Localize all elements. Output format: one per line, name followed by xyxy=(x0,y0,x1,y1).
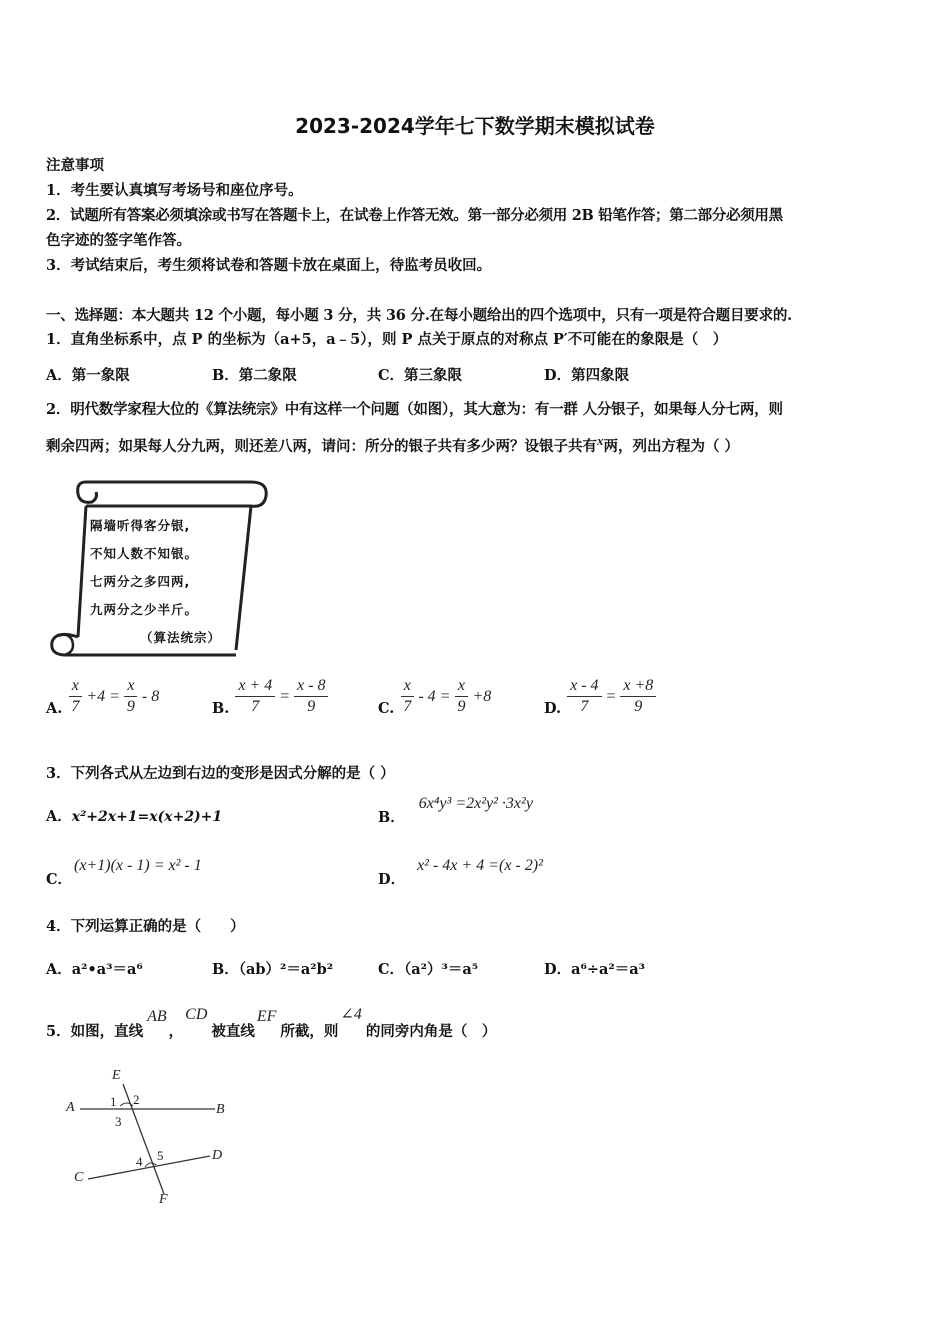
q1-option-c[interactable]: C．第三象限 xyxy=(378,367,463,384)
angle-label-3: 3 xyxy=(115,1114,122,1129)
q2-stem-line-2 xyxy=(46,435,739,456)
notice-item-3: 3．考试结束后，考生须将试卷和答题卡放在桌面上，待监考员收回。 xyxy=(46,257,492,274)
q4-stem: 4．下列运算正确的是（ ） xyxy=(46,918,245,935)
label-f: F xyxy=(159,1192,168,1207)
fraction: $\frac{x}{9}$ xyxy=(454,677,468,716)
fraction: $\frac{x +8}{9}$ xyxy=(620,677,656,716)
notice-heading: 注意事项 xyxy=(46,157,104,174)
q3-option-b-label: B． xyxy=(378,809,405,826)
q2-option-b[interactable]: B. $\frac{x + 4}{7}$ = $\frac{x - 8}{9}$ xyxy=(212,676,332,717)
q2-option-b-label: B. xyxy=(212,700,230,717)
q1-stem: 1．直角坐标系中，点 P 的坐标为（a+5，a﹣5），则 P 点关于原点的对称点 P′不可能在的象限是（ ） xyxy=(46,331,728,348)
q2-option-c[interactable]: C. $\frac{x}{7}$ - 4 = $\frac{x}{9}$ +8 xyxy=(378,677,492,717)
q4-option-b[interactable]: B．（ab）²＝a²b² xyxy=(212,961,334,978)
scroll-text xyxy=(90,512,221,652)
q3-option-a[interactable] xyxy=(46,805,222,826)
q2-stem-line-1: 2．明代数学家程大位的《算法统宗》中有这样一个问题（如图），其大意为：有一群 人分银子，如果每人分七两，则 xyxy=(46,401,783,418)
scroll-line: 七两分之多四两, xyxy=(90,574,191,589)
q2-option-c-label: C. xyxy=(378,700,395,717)
q2-option-a[interactable]: A. $\frac{x}{7}$ +4 = $\frac{x}{9}$ - 8 xyxy=(46,677,160,717)
scroll-line: （算法统宗） xyxy=(140,630,222,645)
q5-figure xyxy=(60,1066,240,1216)
page-title: 2023-2024学年七下数学期末模拟试卷 xyxy=(295,114,655,138)
q3-option-d[interactable] xyxy=(378,857,543,888)
q3-option-a-label: A． xyxy=(46,808,72,825)
fraction: $\frac{x - 8}{9}$ xyxy=(294,677,328,716)
q3-option-c-label: C． xyxy=(46,871,73,888)
q3-option-d-expr: x² - 4x + 4 =(x - 2)² xyxy=(417,857,543,874)
q2-option-d[interactable]: D. $\frac{x - 4}{7}$ = $\frac{x +8}{9}$ xyxy=(544,676,660,717)
line-ab: AB xyxy=(147,1008,167,1025)
notice-item-2: 2．试题所有答案必须填涂或书写在答题卡上，在试卷上作答无效。第一部分必须用 2B 铅笔作答；第二部分必须用黑 xyxy=(46,207,783,224)
angle-label-2: 2 xyxy=(133,1092,140,1107)
fraction: $\frac{x - 4}{7}$ xyxy=(567,677,601,716)
line-ef: EF xyxy=(256,1008,277,1025)
q2-option-d-label: D. xyxy=(544,700,562,717)
q3-option-b-expr: 6x⁴y³ =2x²y² ·3x²y xyxy=(418,795,533,812)
fraction: $\frac{x}{9}$ xyxy=(124,677,138,716)
fraction: $\frac{x}{7}$ xyxy=(400,677,414,716)
fraction: $\frac{x}{7}$ xyxy=(68,677,82,716)
q2-stem-part-a: 剩余四两；如果每人分九两，则还差八两，请问：所分的银子共有多少两？设银子共有 xyxy=(46,438,597,455)
q4-option-a[interactable]: A．a²•a³＝a⁶ xyxy=(46,961,143,978)
label-d: D xyxy=(212,1148,223,1163)
angle-4: ∠4 xyxy=(340,1006,362,1023)
scroll-line: 九两分之少半斤。 xyxy=(90,602,199,617)
q1-option-a[interactable]: A．第一象限 xyxy=(46,367,130,384)
lines-diagram xyxy=(60,1066,240,1216)
angle-label-1: 1 xyxy=(110,1094,117,1109)
scroll-line: 不知人数不知银。 xyxy=(90,546,199,561)
q2-option-a-label: A. xyxy=(46,700,63,717)
q2-variable: x xyxy=(597,433,604,448)
notice-item-2-cont: 色字迹的签字笔作答。 xyxy=(46,232,191,249)
angle-label-4: 4 xyxy=(136,1154,143,1169)
q1-option-d[interactable]: D．第四象限 xyxy=(544,367,630,384)
line-cd: CD xyxy=(185,1006,208,1023)
scroll-illustration xyxy=(46,472,270,662)
q4-option-c[interactable]: C．（a²）³＝a⁵ xyxy=(378,961,479,978)
label-b: B xyxy=(216,1102,225,1117)
q4-option-d[interactable]: D．a⁶÷a²＝a³ xyxy=(544,961,645,978)
q2-stem-part-b: 两，列出方程为（ ） xyxy=(603,438,740,455)
q3-option-c-expr: (x+1)(x - 1) = x² - 1 xyxy=(74,857,202,874)
notice-item-1: 1．考生要认真填写考场号和座位序号。 xyxy=(46,182,303,199)
label-a: A xyxy=(66,1100,75,1115)
fraction: $\frac{x + 4}{7}$ xyxy=(235,677,275,716)
q3-option-b[interactable] xyxy=(378,795,533,826)
section-heading: 一、选择题：本大题共 12 个小题，每小题 3 分，共 36 分.在每小题给出的四个选项中，只有一项是符合题目要求的. xyxy=(46,307,793,324)
label-c: C xyxy=(74,1170,84,1185)
q5-stem: 5．如图，直线 AB ， CD 被直线 EF 所截，则 ∠4 的同旁内角是（ ） xyxy=(46,1006,497,1040)
q3-stem: 3．下列各式从左边到右边的变形是因式分解的是（ ） xyxy=(46,765,395,782)
q3-option-d-label: D． xyxy=(378,871,406,888)
scroll-line: 隔墙听得客分银, xyxy=(90,518,191,533)
q1-option-b[interactable]: B．第二象限 xyxy=(212,367,297,384)
q3-option-a-expr: x²+2x+1=x(x+2)+1 xyxy=(71,809,223,825)
angle-label-5: 5 xyxy=(157,1148,164,1163)
label-e: E xyxy=(112,1068,121,1083)
q3-option-c[interactable] xyxy=(46,857,202,888)
